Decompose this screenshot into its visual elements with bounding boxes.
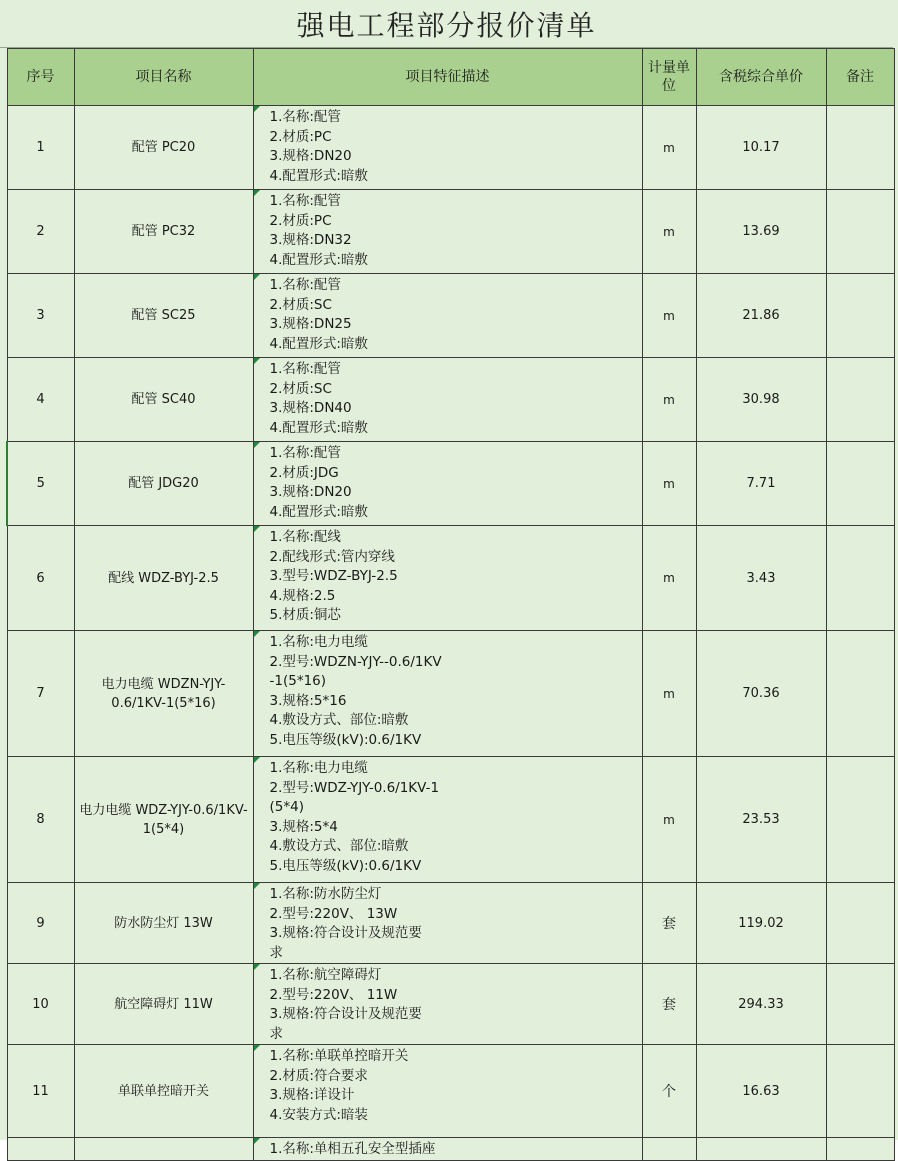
cell-unit[interactable]: m [642, 190, 696, 274]
cell-name[interactable]: 配管 SC25 [74, 274, 253, 358]
desc-line: 求 [269, 1025, 283, 1042]
cell-price[interactable]: 70.36 [696, 631, 826, 757]
desc-line: 5.电压等级(kV):0.6/1KV [269, 857, 422, 874]
desc-line: 5.材质:铜芯 [269, 607, 341, 623]
cell-seq[interactable]: 7 [7, 631, 74, 757]
table-row [7, 757, 894, 883]
cell-price[interactable]: 21.86 [696, 274, 826, 358]
desc-line: (5*4) [269, 799, 304, 815]
cell-unit[interactable]: m [642, 757, 696, 883]
cell-price[interactable]: 294.33 [696, 964, 826, 1045]
desc-line: 2.材质:符合要求 [269, 1067, 368, 1084]
cell-desc[interactable] [253, 106, 642, 190]
cell-note[interactable] [826, 274, 894, 358]
cell-note[interactable] [826, 526, 894, 631]
table-row-partial [7, 1138, 894, 1161]
cell-seq[interactable]: 4 [7, 358, 74, 442]
header-note[interactable]: 备注 [826, 49, 894, 106]
cell-note[interactable] [826, 631, 894, 757]
desc-line: 2.配线形式:管内穿线 [269, 548, 395, 565]
desc-line: 4.安装方式:暗装 [269, 1106, 368, 1123]
desc-line: 4.敷设方式、部位:暗敷 [269, 838, 409, 854]
cell-seq[interactable]: 10 [7, 964, 74, 1045]
desc-line: 3.规格:DN40 [269, 400, 352, 416]
desc-line: 1.名称:配管 [269, 445, 341, 461]
desc-line: 3.规格:符合设计及规范要 [269, 925, 422, 941]
desc-line: 3.规格:5*16 [269, 692, 347, 709]
header-seq[interactable]: 序号 [7, 49, 74, 106]
cell-name[interactable]: 配管 PC32 [74, 190, 253, 274]
cell-desc[interactable] [253, 526, 642, 631]
desc-line: 1.名称:配管 [269, 361, 341, 377]
table-row [7, 883, 894, 964]
cell-name[interactable]: 电力电缆 WDZ-YJY-0.6/1KV-1(5*4) [74, 757, 253, 883]
table-row [7, 631, 894, 757]
cell-note[interactable] [826, 757, 894, 883]
desc-line: 2.材质:PC [269, 212, 332, 229]
cell-desc[interactable] [253, 358, 642, 442]
cell-desc[interactable] [253, 631, 642, 757]
header-price[interactable]: 含税综合单价 [696, 49, 826, 106]
desc-line: 求 [269, 944, 283, 961]
cell-unit[interactable]: 套 [642, 964, 696, 1045]
cell-note[interactable] [826, 883, 894, 964]
cell-unit[interactable]: m [642, 358, 696, 442]
desc-line: 2.型号:220V、 13W [269, 905, 398, 922]
cell-name[interactable]: 单联单控暗开关 [74, 1045, 253, 1138]
cell-name[interactable]: 防水防尘灯 13W [74, 883, 253, 964]
desc-line: 1.名称:航空障碍灯 [269, 967, 382, 983]
cell-note[interactable] [826, 964, 894, 1045]
header-unit[interactable]: 计量单位 [642, 49, 696, 106]
cell-seq[interactable]: 5 [7, 442, 74, 526]
cell-name[interactable]: 电力电缆 WDZN-YJY-0.6/1KV-1(5*16) [74, 631, 253, 757]
desc-line: 1.名称:电力电缆 [269, 760, 368, 776]
cell-unit[interactable]: 个 [642, 1045, 696, 1138]
desc-line: 3.型号:WDZ-BYJ-2.5 [269, 568, 398, 584]
cell-name[interactable]: 配管 JDG20 [74, 442, 253, 526]
cell-unit[interactable]: m [642, 631, 696, 757]
table-row [7, 442, 894, 526]
desc-line: 1.名称:配管 [269, 109, 341, 125]
cell-seq[interactable]: 1 [7, 106, 74, 190]
cell-price[interactable]: 119.02 [696, 883, 826, 964]
desc-line: 5.电压等级(kV):0.6/1KV [269, 731, 422, 748]
desc-line: 2.型号:WDZN-YJY--0.6/1KV [269, 653, 442, 670]
cell-price[interactable]: 23.53 [696, 757, 826, 883]
cell-seq[interactable]: 11 [7, 1045, 74, 1138]
header-row [7, 49, 894, 106]
header-desc[interactable]: 项目特征描述 [253, 49, 642, 106]
desc-line: 1.名称:配管 [269, 277, 341, 293]
cell-seq[interactable]: 8 [7, 757, 74, 883]
cell-price[interactable]: 7.71 [696, 442, 826, 526]
desc-line: 1.名称:单相五孔安全型插座 [269, 1141, 436, 1157]
cell-price[interactable]: 10.17 [696, 106, 826, 190]
cell-unit[interactable]: m [642, 106, 696, 190]
cell-empty[interactable] [642, 1138, 696, 1161]
desc-line: 4.配置形式:暗敷 [269, 503, 368, 520]
cell-note[interactable] [826, 1045, 894, 1138]
cell-empty[interactable] [7, 1138, 74, 1161]
desc-line: 3.规格:DN20 [269, 484, 352, 500]
desc-line: 1.名称:配线 [269, 529, 341, 545]
desc-line: 3.规格:DN32 [269, 232, 352, 248]
desc-line: 2.型号:WDZ-YJY-0.6/1KV-1 [269, 779, 440, 796]
cell-price[interactable]: 16.63 [696, 1045, 826, 1138]
desc-line: 3.规格:5*4 [269, 818, 338, 835]
table-row [7, 964, 894, 1045]
cell-note[interactable] [826, 190, 894, 274]
desc-line: 4.配置形式:暗敷 [269, 419, 368, 436]
desc-line: 4.配置形式:暗敷 [269, 335, 368, 352]
cell-seq[interactable]: 3 [7, 274, 74, 358]
cell-price[interactable]: 13.69 [696, 190, 826, 274]
desc-line: 2.型号:220V、 11W [269, 986, 398, 1003]
desc-line: 3.规格:DN20 [269, 148, 352, 164]
sheet-title[interactable]: 强电工程部分报价清单 [0, 0, 893, 48]
header-name[interactable]: 项目名称 [74, 49, 253, 106]
cell-price[interactable]: 3.43 [696, 526, 826, 631]
desc-line: 2.材质:PC [269, 128, 332, 145]
cell-unit[interactable]: 套 [642, 883, 696, 964]
cell-note[interactable] [826, 358, 894, 442]
cell-name[interactable]: 配管 PC20 [74, 106, 253, 190]
cell-empty[interactable] [826, 1138, 894, 1161]
cell-desc[interactable] [253, 1045, 642, 1138]
cell-note[interactable] [826, 106, 894, 190]
table-row [7, 526, 894, 631]
cell-desc[interactable] [253, 964, 642, 1045]
cell-unit[interactable]: m [642, 442, 696, 526]
desc-line: 1.名称:电力电缆 [269, 634, 368, 650]
quotation-table [6, 48, 895, 1161]
table-row [7, 274, 894, 358]
table-row [7, 358, 894, 442]
cell-unit[interactable]: m [642, 526, 696, 631]
cell-name[interactable]: 配线 WDZ-BYJ-2.5 [74, 526, 253, 631]
cell-name[interactable]: 配管 SC40 [74, 358, 253, 442]
desc-line: 2.材质:JDG [269, 464, 339, 481]
cell-desc[interactable] [253, 883, 642, 964]
desc-line: -1(5*16) [269, 673, 327, 689]
desc-line: 1.名称:单联单控暗开关 [269, 1048, 409, 1064]
desc-line: 4.敷设方式、部位:暗敷 [269, 712, 409, 728]
cell-seq[interactable]: 2 [7, 190, 74, 274]
cell-desc[interactable] [253, 190, 642, 274]
desc-line: 4.配置形式:暗敷 [269, 251, 368, 268]
desc-line: 3.规格:DN25 [269, 316, 352, 332]
desc-line: 2.材质:SC [269, 380, 332, 397]
cell-price[interactable]: 30.98 [696, 358, 826, 442]
cell-unit[interactable]: m [642, 274, 696, 358]
table-row [7, 1045, 894, 1138]
desc-line: 4.规格:2.5 [269, 587, 336, 604]
desc-line: 1.名称:防水防尘灯 [269, 886, 382, 902]
cell-desc[interactable] [253, 757, 642, 883]
cell-seq[interactable]: 6 [7, 526, 74, 631]
cell-seq[interactable]: 9 [7, 883, 74, 964]
table-row [7, 106, 894, 190]
cell-desc[interactable] [253, 1138, 642, 1161]
desc-line: 2.材质:SC [269, 296, 332, 313]
cell-desc[interactable] [253, 274, 642, 358]
desc-line: 3.规格:符合设计及规范要 [269, 1006, 422, 1022]
table-row [7, 190, 894, 274]
cell-note[interactable] [826, 442, 894, 526]
desc-line: 1.名称:配管 [269, 193, 341, 209]
desc-line: 4.配置形式:暗敷 [269, 167, 368, 184]
cell-desc[interactable] [253, 442, 642, 526]
cell-empty[interactable] [696, 1138, 826, 1161]
cell-empty[interactable] [74, 1138, 253, 1161]
cell-name[interactable]: 航空障碍灯 11W [74, 964, 253, 1045]
desc-line: 3.规格:详设计 [269, 1087, 355, 1103]
